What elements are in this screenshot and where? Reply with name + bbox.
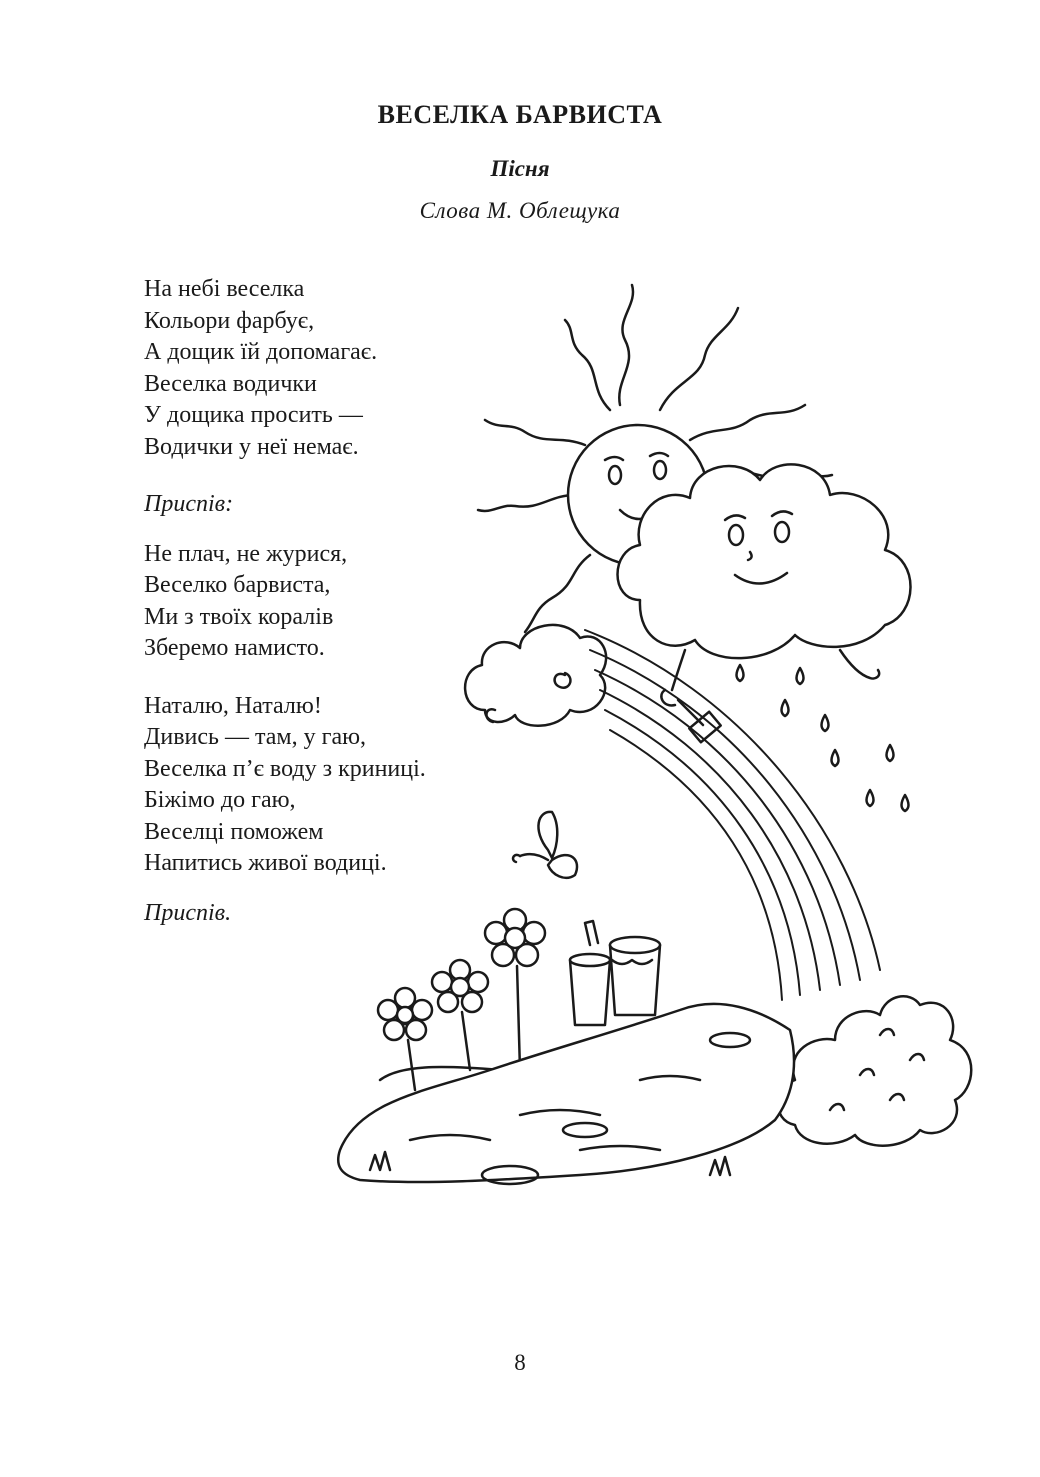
sun-cloud-rainbow-pond-illustration: [320, 270, 980, 1200]
flower-1: [378, 988, 432, 1090]
verse-line: Наталю, Наталю!: [144, 692, 322, 719]
verse-line: Дивись — там, у гаю,: [144, 724, 367, 750]
raindrops: [737, 665, 909, 811]
verse-line: Веселці поможем: [144, 818, 324, 845]
refrain-line: Не плач, не журися,: [144, 540, 348, 567]
refrain-line: Веселко барвиста,: [144, 572, 331, 598]
verse-line: Водички у неї немає.: [144, 433, 359, 460]
small-cloud: [465, 625, 606, 726]
song-author: Слова М. Облещука: [419, 198, 621, 223]
verse-line: Веселка водички: [144, 370, 317, 397]
butterfly: [513, 812, 577, 878]
page-number: 8: [514, 1350, 526, 1375]
flower-2: [432, 960, 488, 1070]
verse-line: Кольори фарбує,: [144, 307, 315, 334]
verse-line: А дощик їй допомагає.: [144, 339, 378, 365]
bush: [778, 996, 971, 1145]
cloud-face: [618, 464, 911, 742]
refrain-line: Зберемо намисто.: [144, 635, 325, 661]
paint-buckets: [570, 921, 660, 1025]
verse-line: Веселка п’є воду з криниці.: [144, 755, 426, 782]
refrain-end-label: Приспів.: [144, 899, 232, 926]
song-subtitle: Пісня: [490, 156, 550, 181]
verse-line: Напитись живої водиці.: [144, 850, 387, 876]
verse-line: У дощика просить —: [144, 402, 363, 428]
refrain-line: Ми з твоїх коралів: [144, 603, 334, 630]
song-title: ВЕСЕЛКА БАРВИСТА: [377, 100, 663, 129]
verse-line: На небі веселка: [144, 276, 305, 302]
refrain-label: Приспів:: [144, 491, 234, 517]
flower-3: [485, 909, 545, 1070]
verse-line: Біжімо до гаю,: [144, 787, 296, 813]
